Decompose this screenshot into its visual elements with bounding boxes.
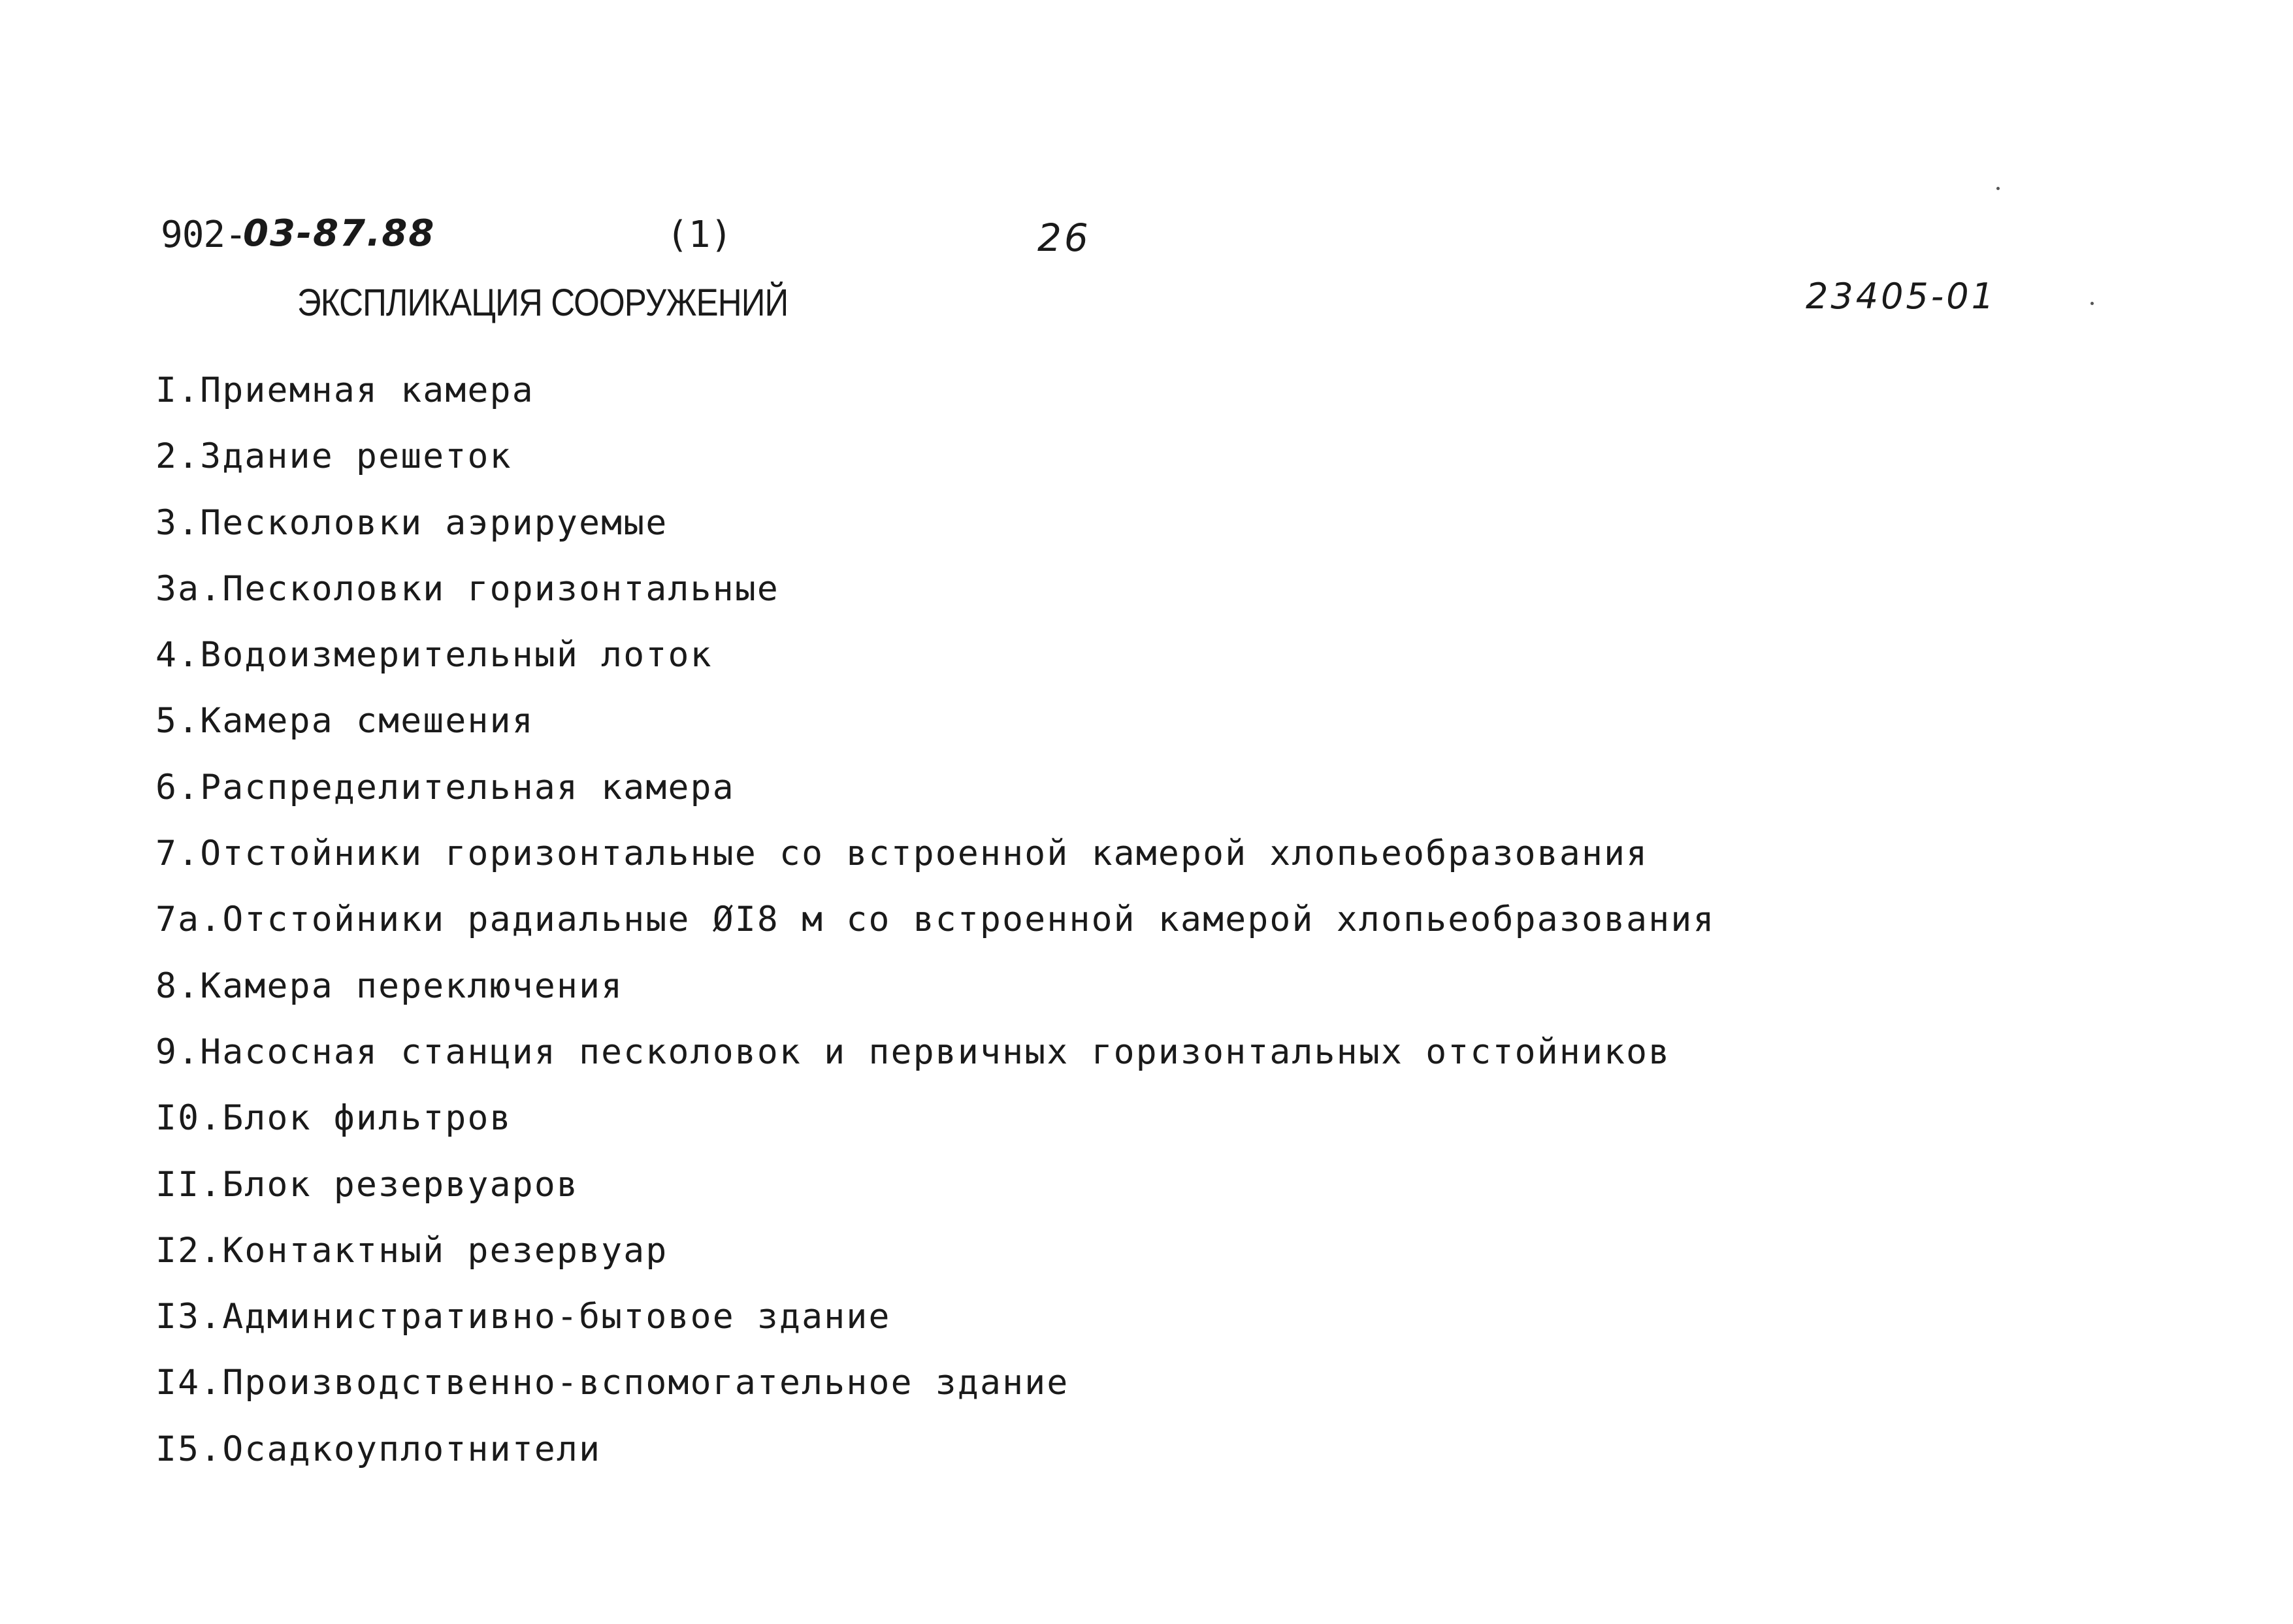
list-item: 7а.Отстойники радиальные ØI8 м со встроенной камерой хлопьеобразования: [155, 900, 1716, 940]
list-item: 3а.Песколовки горизонтальные: [155, 568, 780, 609]
structures-list: [155, 365, 1716, 1489]
list-item: I5.Осадкоуплотнители: [155, 1429, 602, 1469]
scan-speck: [1996, 187, 2000, 190]
list-item: 3.Песколовки аэрируемые: [155, 502, 668, 543]
list-item: I.Приемная камера: [155, 370, 534, 410]
document-code-handwritten: 03-87.88: [243, 212, 436, 255]
list-item: 6.Распределительная камера: [155, 767, 735, 807]
document-part: (1): [666, 214, 733, 256]
list-item: I3.Административно-бытовое здание: [155, 1297, 891, 1337]
list-item: 5.Камера смешения: [155, 701, 534, 741]
list-item: I2.Контактный резервуар: [155, 1230, 668, 1271]
list-item: I4.Производственно-вспомогательное здание: [155, 1363, 1069, 1403]
list-item: 8.Камера переключения: [155, 966, 624, 1006]
list-item: I0.Блок фильтров: [155, 1098, 512, 1139]
document-code-printed: 902-: [161, 214, 246, 256]
page-number: 26: [1037, 216, 1091, 260]
scan-speck: [2090, 302, 2094, 305]
list-item: 2.Здание решеток: [155, 436, 512, 477]
inventory-number: 23405-01: [1806, 276, 1996, 317]
list-item: 4.Водоизмерительный лоток: [155, 635, 713, 675]
page-title: ЭКСПЛИКАЦИЯ СООРУЖЕНИЙ: [297, 282, 789, 324]
list-item: II.Блок резервуаров: [155, 1164, 579, 1205]
list-item: 9.Насосная станция песколовок и первичных горизонтальных отстойников: [155, 1031, 1671, 1072]
list-item: 7.Отстойники горизонтальные со встроенной камерой хлопьеобразования: [155, 834, 1649, 874]
